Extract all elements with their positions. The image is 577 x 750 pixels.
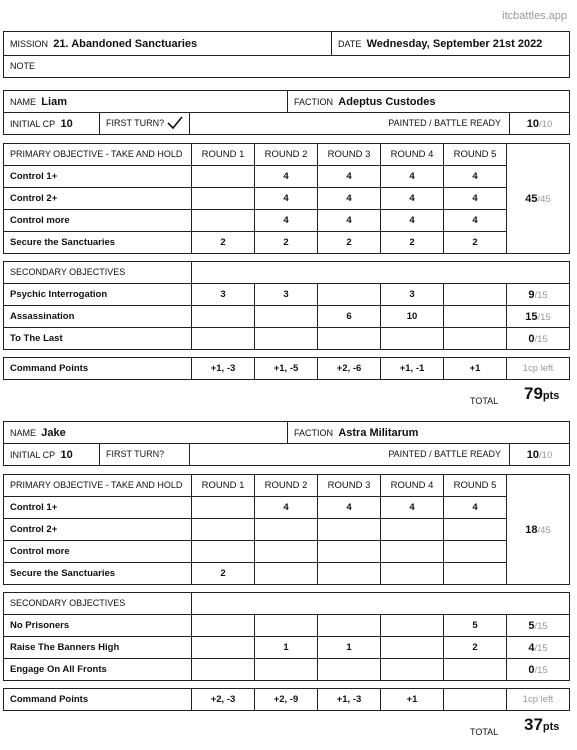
mission-value[interactable]: 21. Abandoned Sanctuaries (53, 37, 198, 50)
score-cell[interactable] (381, 637, 444, 659)
score-cell[interactable] (192, 519, 255, 541)
round-header: ROUND 3 (318, 475, 381, 497)
objective-label: Control 2+ (4, 519, 192, 541)
score-cell[interactable] (444, 519, 507, 541)
round-header: ROUND 3 (318, 144, 381, 166)
objective-label: Secure the Sanctuaries (4, 563, 192, 585)
secondary-table-1 (3, 592, 570, 681)
score-cell[interactable]: 4 (255, 166, 318, 188)
secondary-table-0 (3, 261, 570, 350)
score-cell[interactable] (192, 541, 255, 563)
primary-table-1 (3, 474, 570, 585)
cp-cell[interactable]: +1, -3 (318, 689, 381, 711)
score-cell[interactable]: 4 (381, 166, 444, 188)
score-cell[interactable] (255, 328, 318, 350)
cp-cell[interactable]: +1 (444, 358, 507, 380)
secondary-max: /15 (537, 311, 551, 323)
score-cell[interactable]: 4 (255, 210, 318, 232)
total-value: 79pts (524, 384, 560, 403)
score-cell[interactable]: 4 (255, 188, 318, 210)
cp-cell[interactable]: +1, -1 (381, 358, 444, 380)
score-cell[interactable]: 2 (318, 232, 381, 254)
score-cell[interactable] (255, 659, 318, 681)
secondary-row (4, 659, 570, 681)
objective-label: Control more (4, 541, 192, 563)
score-cell[interactable] (255, 519, 318, 541)
primary-table-0 (3, 143, 570, 254)
score-cell[interactable] (192, 497, 255, 519)
score-cell[interactable] (381, 541, 444, 563)
score-cell[interactable]: 2 (192, 563, 255, 585)
objective-label: Psychic Interrogation (4, 284, 192, 306)
score-cell[interactable]: 4 (444, 497, 507, 519)
cp-cell[interactable]: +1 (381, 689, 444, 711)
round-header: ROUND 4 (381, 475, 444, 497)
objective-label: Control more (4, 210, 192, 232)
first-turn-label: FIRST TURN? (106, 118, 165, 128)
score-cell[interactable] (192, 328, 255, 350)
score-cell[interactable] (381, 328, 444, 350)
objective-label: Secure the Sanctuaries (4, 232, 192, 254)
secondary-total: 4 (528, 641, 535, 654)
player-name[interactable]: Jake (41, 426, 66, 439)
round-header: ROUND 5 (444, 144, 507, 166)
score-cell[interactable] (444, 659, 507, 681)
round-header: ROUND 5 (444, 475, 507, 497)
total-label: TOTAL (470, 727, 499, 737)
first-turn-label: FIRST TURN? (106, 449, 165, 459)
cp-cell[interactable]: +1, -5 (255, 358, 318, 380)
painted-label: PAINTED / BATTLE READY (388, 449, 502, 459)
score-cell[interactable] (381, 659, 444, 681)
primary-total: 18 (525, 523, 538, 536)
cp-left-label: cp left (527, 694, 554, 705)
score-cell[interactable]: 6 (318, 306, 381, 328)
score-cell[interactable]: 10 (381, 306, 444, 328)
cp-left-value: 1 (522, 363, 528, 374)
painted-max: /10 (539, 449, 553, 461)
total-label: TOTAL (470, 396, 499, 406)
secondary-row (4, 328, 570, 350)
primary-max: /45 (537, 193, 551, 205)
secondary-max: /15 (534, 620, 548, 632)
painted-max: /10 (539, 118, 553, 130)
faction-label: FACTION (294, 96, 334, 107)
player-faction[interactable]: Astra Militarum (338, 426, 419, 439)
score-cell[interactable] (318, 519, 381, 541)
player-name[interactable]: Liam (41, 95, 67, 108)
score-cell[interactable] (444, 541, 507, 563)
score-cell[interactable]: 4 (444, 166, 507, 188)
secondary-max: /15 (534, 333, 548, 345)
score-cell[interactable]: 4 (444, 210, 507, 232)
round-header: ROUND 1 (192, 144, 255, 166)
score-cell[interactable] (255, 563, 318, 585)
score-cell[interactable]: 2 (444, 637, 507, 659)
secondary-max: /15 (534, 664, 548, 676)
score-cell[interactable]: 4 (444, 188, 507, 210)
primary-row (4, 210, 570, 232)
cp-left-value: 1 (522, 694, 528, 705)
score-cell[interactable]: 4 (318, 188, 381, 210)
score-cell[interactable]: 3 (381, 284, 444, 306)
secondary-total: 9 (528, 288, 535, 301)
score-cell[interactable] (381, 563, 444, 585)
score-cell[interactable]: 4 (318, 166, 381, 188)
score-cell[interactable]: 3 (192, 284, 255, 306)
round-header: ROUND 2 (255, 475, 318, 497)
secondary-row (4, 615, 570, 637)
objective-label: Control 1+ (4, 497, 192, 519)
score-cell[interactable] (381, 615, 444, 637)
score-cell[interactable]: 3 (255, 284, 318, 306)
score-cell[interactable]: 4 (381, 188, 444, 210)
mission-header (3, 31, 570, 78)
date-label: DATE (338, 38, 362, 49)
cp-cell[interactable]: +2, -3 (192, 689, 255, 711)
cp-cell[interactable] (444, 689, 507, 711)
primary-row (4, 497, 570, 519)
secondary-row (4, 284, 570, 306)
cp-cell[interactable]: +1, -3 (192, 358, 255, 380)
primary-row (4, 232, 570, 254)
objective-label: Raise The Banners High (4, 637, 192, 659)
player-info-0 (3, 90, 570, 135)
score-cell[interactable] (444, 563, 507, 585)
score-cell[interactable]: 5 (444, 615, 507, 637)
score-cell[interactable] (192, 659, 255, 681)
objective-label: Control 1+ (4, 166, 192, 188)
primary-row (4, 166, 570, 188)
secondary-header: SECONDARY OBJECTIVES (10, 267, 126, 277)
primary-row (4, 519, 570, 541)
name-label: NAME (10, 427, 37, 438)
round-header: ROUND 1 (192, 475, 255, 497)
objective-label: Control 2+ (4, 188, 192, 210)
primary-row (4, 563, 570, 585)
secondary-total: 5 (528, 619, 535, 632)
secondary-max: /15 (534, 289, 548, 301)
score-cell[interactable] (444, 284, 507, 306)
score-cell[interactable]: 2 (444, 232, 507, 254)
cp-cell[interactable]: +2, -9 (255, 689, 318, 711)
primary-total: 45 (525, 192, 538, 205)
command-points-table-1 (3, 688, 570, 711)
score-cell[interactable] (255, 306, 318, 328)
objective-label: To The Last (4, 328, 192, 350)
secondary-total: 0 (528, 663, 535, 676)
primary-header: PRIMARY OBJECTIVE - TAKE AND HOLD (10, 149, 183, 159)
date-value[interactable]: Wednesday, September 21st 2022 (366, 37, 543, 50)
secondary-row (4, 637, 570, 659)
score-cell[interactable] (318, 659, 381, 681)
score-cell[interactable]: 4 (318, 497, 381, 519)
score-cell[interactable] (318, 615, 381, 637)
initial-cp-label: INITIAL CP (10, 449, 56, 460)
score-cell[interactable] (192, 306, 255, 328)
score-cell[interactable] (192, 210, 255, 232)
secondary-header: SECONDARY OBJECTIVES (10, 598, 126, 608)
painted-value[interactable]: 10 (526, 117, 540, 130)
score-cell[interactable] (192, 188, 255, 210)
score-cell[interactable]: 2 (192, 232, 255, 254)
checkmark-icon[interactable] (167, 116, 183, 130)
secondary-total: 0 (528, 332, 535, 345)
objective-label: Engage On All Fronts (4, 659, 192, 681)
score-cell[interactable] (192, 166, 255, 188)
site-name: itcbattles.app (502, 10, 567, 22)
initial-cp-value[interactable]: 10 (60, 448, 73, 461)
command-points-label: Command Points (4, 689, 192, 711)
painted-label: PAINTED / BATTLE READY (388, 118, 501, 128)
score-cell[interactable] (192, 615, 255, 637)
score-cell[interactable] (318, 284, 381, 306)
score-cell[interactable]: 4 (255, 497, 318, 519)
score-cell[interactable] (318, 563, 381, 585)
player-faction[interactable]: Adeptus Custodes (338, 95, 436, 108)
command-points-label: Command Points (4, 358, 192, 380)
score-cell[interactable]: 1 (255, 637, 318, 659)
score-cell[interactable]: 2 (255, 232, 318, 254)
primary-row (4, 188, 570, 210)
score-cell[interactable]: 4 (381, 210, 444, 232)
total-value: 37pts (524, 715, 560, 734)
mission-label: MISSION (10, 38, 49, 49)
secondary-row (4, 306, 570, 328)
score-cell[interactable]: 2 (381, 232, 444, 254)
primary-max: /45 (537, 524, 551, 536)
score-cell[interactable] (381, 519, 444, 541)
initial-cp-value[interactable]: 10 (60, 117, 73, 130)
score-cell[interactable] (318, 541, 381, 563)
round-header: ROUND 4 (381, 144, 444, 166)
secondary-max: /15 (534, 642, 548, 654)
command-points-table-0 (3, 357, 570, 380)
name-label: NAME (10, 96, 37, 107)
objective-label: Assassination (4, 306, 192, 328)
score-cell[interactable]: 4 (318, 210, 381, 232)
note-label: NOTE (10, 61, 36, 71)
score-cell[interactable] (255, 615, 318, 637)
cp-left-label: cp left (527, 363, 554, 374)
painted-value[interactable]: 10 (526, 448, 540, 461)
score-cell[interactable] (318, 328, 381, 350)
primary-row (4, 541, 570, 563)
player-info-1 (3, 421, 570, 466)
score-cell[interactable] (444, 306, 507, 328)
objective-label: No Prisoners (4, 615, 192, 637)
score-cell[interactable] (192, 637, 255, 659)
score-cell[interactable] (444, 328, 507, 350)
round-header: ROUND 2 (255, 144, 318, 166)
faction-label: FACTION (294, 427, 334, 438)
secondary-total: 15 (525, 310, 538, 323)
score-cell[interactable]: 1 (318, 637, 381, 659)
primary-header: PRIMARY OBJECTIVE - TAKE AND HOLD (10, 480, 183, 490)
score-cell[interactable] (255, 541, 318, 563)
cp-cell[interactable]: +2, -6 (318, 358, 381, 380)
score-cell[interactable]: 4 (381, 497, 444, 519)
initial-cp-label: INITIAL CP (10, 118, 56, 129)
